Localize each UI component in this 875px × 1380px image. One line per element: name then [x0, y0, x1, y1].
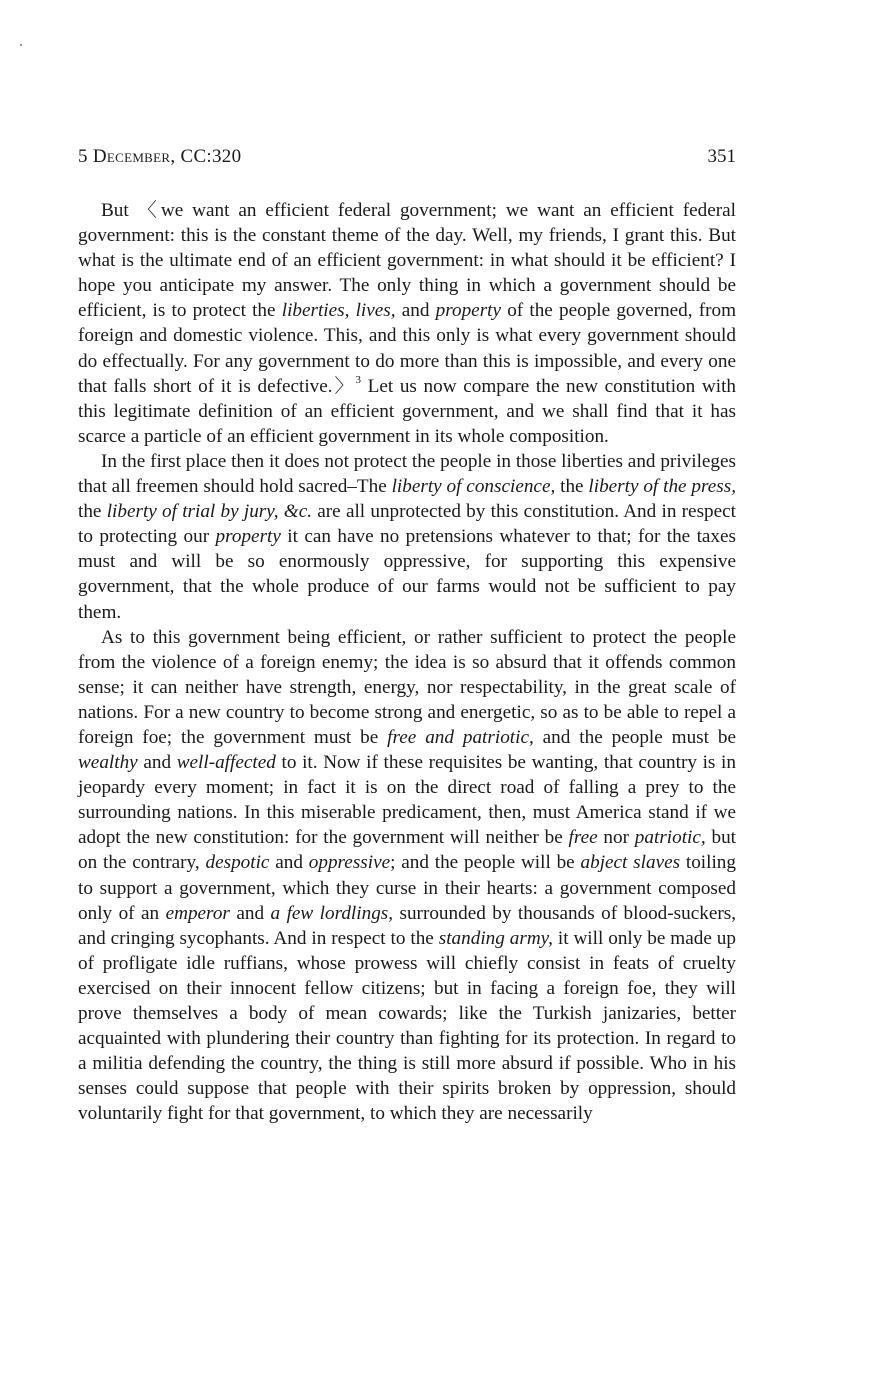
footnote-ref: 3	[355, 374, 361, 387]
italic-text: standing army,	[438, 927, 553, 949]
running-head-ref: CC:320	[180, 146, 242, 167]
text-run: it can have no pretensions whatever to that; for the taxes must and will be so enormously oppressive, for supporting this expensive government, that the whole produce of our farms would not be sufficient to pay them.	[78, 526, 737, 623]
text-run: but on the contrary,	[78, 827, 736, 874]
text-run: toiling to support a government, which they curse in their hearts: a government composed only of an	[78, 852, 736, 924]
paragraph	[78, 625, 736, 1127]
text-run: the	[78, 501, 107, 523]
text-run: Let us now compare the new constitution with this legitimate definition of an efficient government, and we shall find that it has scarce a particle of an efficient government in its whole composition.	[78, 375, 736, 447]
text-run: and	[229, 902, 271, 924]
italic-text: free and patriotic,	[387, 726, 534, 748]
italic-text: property	[435, 300, 502, 322]
italic-text: patriotic,	[634, 827, 706, 849]
body-text	[78, 198, 736, 1126]
italic-text: a few lordlings,	[270, 902, 394, 924]
running-head	[78, 146, 241, 168]
text-run: In the first place then it does not protect the people in those liberties and privileges that all freemen should hold sacred–The	[78, 450, 736, 498]
text-run: of the people governed, from foreign and domestic violence. This, and this only is what every government should do effectually. For any government to do more than this is impossible, and every one that falls short of it is defective.〉	[78, 300, 736, 397]
italic-text: oppressive	[308, 852, 391, 874]
italic-text: emperor	[165, 902, 230, 924]
text-run: ; and the people will be	[390, 852, 581, 874]
text-run: and the people must be	[533, 726, 736, 748]
page-speck	[20, 44, 22, 46]
text-run: to it. Now if these requisites be wanting, that country is in jeopardy every moment; in fact it is on the direct road of falling a prey to the surrounding nations. In this miserable predicament, then, must America stand if we adopt the new constitution: for the government will neither be	[78, 752, 736, 849]
paragraph	[78, 449, 736, 625]
italic-text: liberties, lives,	[281, 300, 396, 322]
text-run: and	[269, 852, 309, 874]
italic-text: liberty of trial by jury, &c.	[106, 501, 313, 523]
text-run: the	[555, 476, 589, 498]
text-run: surrounded by thousands of blood-suckers, and cringing sycophants. And in respect to the	[78, 902, 736, 949]
page-number: 351	[707, 146, 736, 167]
italic-text: liberty of the press,	[588, 476, 736, 498]
text-run: are all unprotected by this constitution. And in respect to protecting our	[78, 501, 736, 548]
text-run: But 〈we want an efficient federal government; we want an efficient federal government: this is the constant theme of the day. Well, my friends, I grant this. But what is the ultimate end of an efficient government: in what should it be efficient? I hope you anticipate my answer. The only thing in which a government should be efficient, is to protect the	[78, 200, 736, 322]
italic-text: abject slaves	[580, 852, 681, 874]
text-run: nor	[597, 827, 635, 849]
italic-text: well-affected	[176, 752, 276, 774]
text-run: it will only be made up of profligate idle ruffians, whose prowess will chiefly consist in feats of cruelty exercised on their innocent fellow citizens; but in facing a foreign foe, they will prove themselves a body of mean cowards; like the Turkish janizaries, better acquainted with plundering their country than fighting for its protection. In regard to a militia defending the country, the thing is still more absurd if possible. Who in his senses could suppose that people with their spirits broken by oppression, should voluntarily fight for that government, to which they are necessarily	[78, 927, 736, 1125]
italic-text: property	[215, 526, 281, 548]
text-run: and	[137, 752, 177, 774]
paragraph	[78, 198, 736, 449]
text-run: As to this government being efficient, or rather sufficient to protect the people from the violence of a foreign enemy; the idea is so absurd that it offends common sense; it can neither have strength, energy, nor respectability, in the great scale of nations. For a new country to become strong and energetic, so as to be able to repel a foreign foe; the government must be	[78, 626, 736, 748]
running-header	[78, 146, 736, 168]
text-run: and	[395, 300, 436, 322]
italic-text: liberty of conscience,	[391, 476, 556, 498]
italic-text: despotic	[205, 852, 270, 874]
italic-text: wealthy	[78, 752, 138, 774]
italic-text: free	[568, 827, 598, 849]
running-head-date: 5 December,	[78, 146, 176, 167]
